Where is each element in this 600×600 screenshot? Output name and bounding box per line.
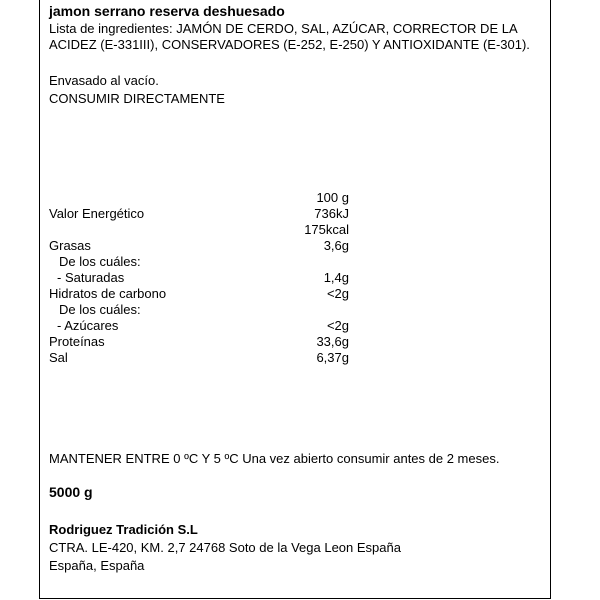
energy-kj-value: 736kJ	[314, 206, 349, 221]
nutrition-header: 100 g	[316, 190, 349, 205]
fat-value: 3,6g	[323, 238, 349, 253]
ingredients-list: Lista de ingredientes: JAMÓN DE CERDO, SAL, AZÚCAR, CORRECTOR DE LA ACIDEZ (E-331III), CONSERVADORES (E-252, E-250) Y ANTIOXIDANTE (E-301).	[49, 21, 530, 52]
sugars-value: <2g	[326, 318, 349, 333]
saturated-label: - Saturadas	[57, 270, 125, 285]
company-country: España, España	[49, 558, 145, 573]
salt-value: 6,37g	[316, 350, 349, 365]
company-name: Rodriguez Tradición S.L	[49, 522, 198, 537]
salt-label: Sal	[49, 350, 68, 365]
carbs-of-which-label: De los cuáles:	[59, 302, 141, 317]
carbs-label: Hidratos de carbono	[49, 286, 167, 301]
protein-value: 33,6g	[316, 334, 349, 349]
packaging-note: Envasado al vacío.	[49, 73, 159, 88]
protein-label: Proteínas	[49, 334, 105, 349]
company-address: CTRA. LE-420, KM. 2,7 24768 Soto de la Vega Leon España	[49, 540, 401, 555]
usage-note: CONSUMIR DIRECTAMENTE	[49, 91, 225, 106]
fat-of-which-label: De los cuáles:	[59, 254, 141, 269]
storage-instructions: MANTENER ENTRE 0 ºC Y 5 ºC Una vez abierto consumir antes de 2 meses.	[49, 451, 500, 466]
net-weight: 5000 g	[49, 484, 93, 500]
saturated-value: 1,4g	[323, 270, 349, 285]
energy-kcal-value: 175kcal	[304, 222, 349, 237]
product-title: jamon serrano reserva deshuesado	[49, 3, 285, 19]
energy-label: Valor Energético	[49, 206, 145, 221]
fat-label: Grasas	[49, 238, 91, 253]
sugars-label: - Azúcares	[57, 318, 119, 333]
carbs-value: <2g	[326, 286, 349, 301]
